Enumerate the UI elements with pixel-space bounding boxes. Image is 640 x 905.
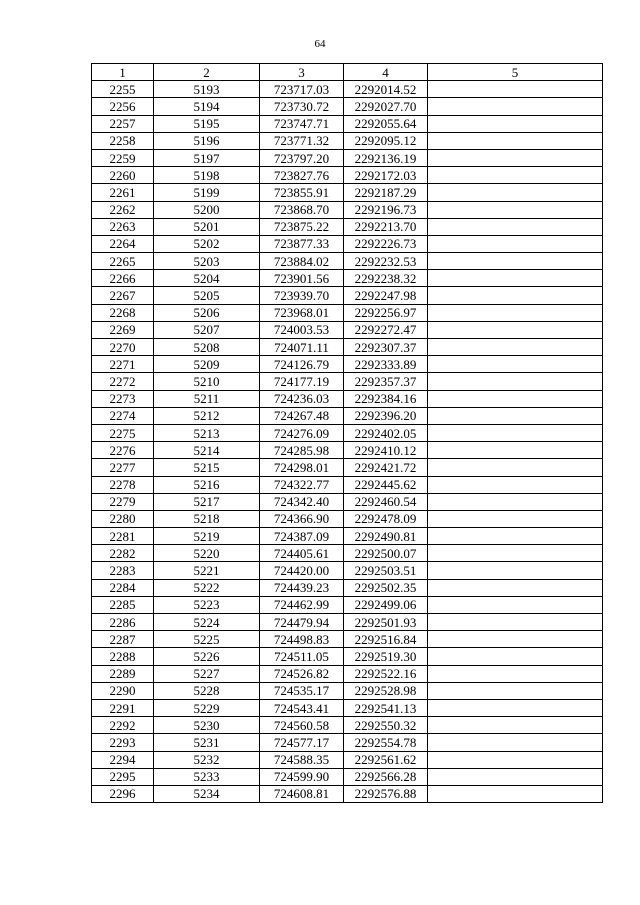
table-cell-col1: 2288 [92,648,154,665]
table-row [92,717,603,734]
table-cell-col2: 5205 [154,287,260,304]
table-cell-col4: 2292445.62 [344,476,428,493]
table-cell-col3: 723827.76 [260,167,344,184]
table-cell-col2: 5214 [154,442,260,459]
table-cell-col3: 723771.32 [260,132,344,149]
table-cell-col1: 2294 [92,751,154,768]
table-cell-col3: 724236.03 [260,390,344,407]
table-row [92,98,603,115]
table-row [92,167,603,184]
table-cell-col3: 723717.03 [260,81,344,98]
table-cell-col5 [428,528,603,545]
table-cell-col2: 5197 [154,149,260,166]
page-number: 64 [314,38,326,50]
table-row [92,476,603,493]
table-row [92,682,603,699]
table-cell-col4: 2292576.88 [344,785,428,802]
table-cell-col4: 2292014.52 [344,81,428,98]
table-cell-col3: 724479.94 [260,614,344,631]
table-cell-col1: 2273 [92,390,154,407]
table-cell-col5 [428,459,603,476]
table-cell-col3: 723884.02 [260,253,344,270]
table-cell-col1: 2281 [92,528,154,545]
table-cell-col5 [428,648,603,665]
table-cell-col4: 2292055.64 [344,115,428,132]
table-cell-col5 [428,235,603,252]
table-cell-col4: 2292272.47 [344,321,428,338]
table-cell-col1: 2255 [92,81,154,98]
table-cell-col2: 5196 [154,132,260,149]
table-row [92,218,603,235]
table-cell-col4: 2292307.37 [344,339,428,356]
table-cell-col3: 723877.33 [260,235,344,252]
table-cell-col1: 2280 [92,510,154,527]
table-row [92,321,603,338]
table-cell-col2: 5219 [154,528,260,545]
table-cell-col1: 2260 [92,167,154,184]
table-cell-col3: 723855.91 [260,184,344,201]
table-cell-col3: 724462.99 [260,596,344,613]
table-cell-col3: 724298.01 [260,459,344,476]
table-cell-col2: 5195 [154,115,260,132]
table-cell-col4: 2292410.12 [344,442,428,459]
table-cell-col2: 5210 [154,373,260,390]
table-row [92,596,603,613]
table-row [92,373,603,390]
table-cell-col4: 2292247.98 [344,287,428,304]
table-cell-col5 [428,665,603,682]
table-row [92,356,603,373]
table-cell-col4: 2292333.89 [344,356,428,373]
table-cell-col3: 724405.61 [260,545,344,562]
table-cell-col2: 5215 [154,459,260,476]
table-cell-col3: 723875.22 [260,218,344,235]
table-cell-col2: 5224 [154,614,260,631]
table-cell-col5 [428,562,603,579]
table-cell-col4: 2292213.70 [344,218,428,235]
table-cell-col2: 5228 [154,682,260,699]
table-cell-col2: 5212 [154,407,260,424]
table-cell-col1: 2270 [92,339,154,356]
table-cell-col5 [428,734,603,751]
column-header-5: 5 [428,64,603,81]
table-cell-col3: 724366.90 [260,510,344,527]
table-cell-col1: 2271 [92,356,154,373]
table-cell-col2: 5194 [154,98,260,115]
table-cell-col4: 2292027.70 [344,98,428,115]
table-cell-col3: 724511.05 [260,648,344,665]
table-cell-col1: 2263 [92,218,154,235]
table-header-row [92,64,603,81]
table-cell-col1: 2284 [92,579,154,596]
table-cell-col1: 2268 [92,304,154,321]
table-row [92,751,603,768]
table-cell-col2: 5221 [154,562,260,579]
coordinates-table [91,63,603,803]
table-cell-col1: 2283 [92,562,154,579]
table-row [92,184,603,201]
table-cell-col5 [428,184,603,201]
table-cell-col4: 2292519.30 [344,648,428,665]
table-row [92,287,603,304]
table-row [92,579,603,596]
table-cell-col1: 2256 [92,98,154,115]
table-cell-col4: 2292172.03 [344,167,428,184]
table-cell-col2: 5203 [154,253,260,270]
table-cell-col2: 5229 [154,699,260,716]
column-header-3: 3 [260,64,344,81]
table-cell-col4: 2292528.98 [344,682,428,699]
table-cell-col3: 724560.58 [260,717,344,734]
table-cell-col5 [428,579,603,596]
table-cell-col1: 2267 [92,287,154,304]
table-cell-col4: 2292402.05 [344,424,428,441]
table-cell-col2: 5207 [154,321,260,338]
table-cell-col3: 724577.17 [260,734,344,751]
table-cell-col4: 2292522.16 [344,665,428,682]
table-cell-col2: 5206 [154,304,260,321]
table-cell-col5 [428,253,603,270]
table-cell-col5 [428,218,603,235]
table-cell-col1: 2276 [92,442,154,459]
table-cell-col3: 724285.98 [260,442,344,459]
table-cell-col5 [428,442,603,459]
table-cell-col4: 2292232.53 [344,253,428,270]
table-cell-col4: 2292516.84 [344,631,428,648]
table-cell-col5 [428,339,603,356]
table-row [92,734,603,751]
table-cell-col3: 724322.77 [260,476,344,493]
table-cell-col5 [428,270,603,287]
table-cell-col1: 2269 [92,321,154,338]
table-cell-col4: 2292554.78 [344,734,428,751]
table-cell-col2: 5232 [154,751,260,768]
table-cell-col3: 724276.09 [260,424,344,441]
table-cell-col5 [428,476,603,493]
table-cell-col1: 2295 [92,768,154,785]
table-cell-col5 [428,81,603,98]
table-cell-col1: 2259 [92,149,154,166]
table-cell-col4: 2292238.32 [344,270,428,287]
table-cell-col5 [428,424,603,441]
table-cell-col1: 2293 [92,734,154,751]
table-cell-col3: 724588.35 [260,751,344,768]
table-cell-col3: 724543.41 [260,699,344,716]
table-cell-col2: 5213 [154,424,260,441]
table-cell-col4: 2292095.12 [344,132,428,149]
table-row [92,339,603,356]
table-cell-col5 [428,373,603,390]
table-cell-col3: 724071.11 [260,339,344,356]
table-row [92,149,603,166]
table-cell-col1: 2287 [92,631,154,648]
table-row [92,270,603,287]
table-cell-col2: 5234 [154,785,260,802]
table-cell-col5 [428,304,603,321]
table-cell-col3: 723968.01 [260,304,344,321]
table-cell-col3: 723747.71 [260,115,344,132]
table-cell-col5 [428,785,603,802]
table-cell-col4: 2292256.97 [344,304,428,321]
table-cell-col1: 2275 [92,424,154,441]
table-cell-col2: 5230 [154,717,260,734]
table-row [92,493,603,510]
table-cell-col3: 724267.48 [260,407,344,424]
table-row [92,253,603,270]
table-cell-col2: 5200 [154,201,260,218]
table-cell-col2: 5193 [154,81,260,98]
table-cell-col4: 2292502.35 [344,579,428,596]
table-row [92,132,603,149]
table-cell-col1: 2261 [92,184,154,201]
table-cell-col1: 2264 [92,235,154,252]
table-cell-col1: 2277 [92,459,154,476]
table-cell-col4: 2292187.29 [344,184,428,201]
table-cell-col1: 2262 [92,201,154,218]
table-cell-col5 [428,768,603,785]
table-cell-col5 [428,321,603,338]
table-row [92,614,603,631]
table-cell-col4: 2292460.54 [344,493,428,510]
table-cell-col4: 2292503.51 [344,562,428,579]
table-row [92,768,603,785]
table-cell-col2: 5222 [154,579,260,596]
table-cell-col3: 723730.72 [260,98,344,115]
table-cell-col1: 2272 [92,373,154,390]
table-cell-col5 [428,631,603,648]
table-cell-col4: 2292196.73 [344,201,428,218]
table-row [92,304,603,321]
table-cell-col5 [428,407,603,424]
table-cell-col5 [428,717,603,734]
table-row [92,528,603,545]
column-header-4: 4 [344,64,428,81]
table-row [92,648,603,665]
table-cell-col3: 724608.81 [260,785,344,802]
table-cell-col4: 2292396.20 [344,407,428,424]
table-row [92,81,603,98]
table-cell-col4: 2292384.16 [344,390,428,407]
table-cell-col2: 5198 [154,167,260,184]
table-cell-col2: 5225 [154,631,260,648]
table-cell-col4: 2292566.28 [344,768,428,785]
table-cell-col5 [428,614,603,631]
table-cell-col3: 724387.09 [260,528,344,545]
table-cell-col2: 5201 [154,218,260,235]
table-cell-col3: 724526.82 [260,665,344,682]
table-cell-col3: 724420.00 [260,562,344,579]
table-cell-col1: 2274 [92,407,154,424]
column-header-1: 1 [92,64,154,81]
table-cell-col3: 724599.90 [260,768,344,785]
table-cell-col4: 2292136.19 [344,149,428,166]
column-header-2: 2 [154,64,260,81]
table-cell-col4: 2292499.06 [344,596,428,613]
table-cell-col5 [428,682,603,699]
table-cell-col4: 2292541.13 [344,699,428,716]
table-cell-col3: 724535.17 [260,682,344,699]
table-row [92,235,603,252]
table-cell-col4: 2292421.72 [344,459,428,476]
table-cell-col2: 5209 [154,356,260,373]
table-row [92,424,603,441]
table-cell-col1: 2286 [92,614,154,631]
table-cell-col3: 723901.56 [260,270,344,287]
table-cell-col4: 2292550.32 [344,717,428,734]
table-row [92,510,603,527]
table-cell-col5 [428,390,603,407]
table-cell-col2: 5204 [154,270,260,287]
table-cell-col3: 723868.70 [260,201,344,218]
table-cell-col5 [428,356,603,373]
table-cell-col1: 2278 [92,476,154,493]
table-row [92,699,603,716]
table-cell-col1: 2292 [92,717,154,734]
table-cell-col5 [428,287,603,304]
table-cell-col1: 2257 [92,115,154,132]
table-cell-col4: 2292561.62 [344,751,428,768]
table-cell-col2: 5202 [154,235,260,252]
table-cell-col4: 2292357.37 [344,373,428,390]
table-cell-col5 [428,510,603,527]
table-cell-col5 [428,98,603,115]
table-cell-col5 [428,699,603,716]
table-cell-col1: 2290 [92,682,154,699]
table-cell-col2: 5218 [154,510,260,527]
table-cell-col1: 2258 [92,132,154,149]
table-row [92,545,603,562]
table-cell-col4: 2292501.93 [344,614,428,631]
table-row [92,785,603,802]
table-cell-col2: 5226 [154,648,260,665]
table-cell-col3: 724177.19 [260,373,344,390]
table-cell-col2: 5199 [154,184,260,201]
table-cell-col3: 723939.70 [260,287,344,304]
table-cell-col3: 724126.79 [260,356,344,373]
table-cell-col5 [428,493,603,510]
table-row [92,115,603,132]
table-row [92,442,603,459]
table-cell-col2: 5233 [154,768,260,785]
table-cell-col5 [428,751,603,768]
table-cell-col5 [428,132,603,149]
table-cell-col5 [428,201,603,218]
table-cell-col3: 724439.23 [260,579,344,596]
table-row [92,631,603,648]
table-cell-col3: 723797.20 [260,149,344,166]
table-cell-col3: 724342.40 [260,493,344,510]
table-row [92,390,603,407]
table-cell-col3: 724498.83 [260,631,344,648]
table-row [92,407,603,424]
table-cell-col4: 2292226.73 [344,235,428,252]
table-cell-col1: 2265 [92,253,154,270]
table-cell-col2: 5220 [154,545,260,562]
table-cell-col2: 5223 [154,596,260,613]
table-cell-col2: 5227 [154,665,260,682]
table-cell-col5 [428,149,603,166]
table-cell-col4: 2292490.81 [344,528,428,545]
table-cell-col1: 2291 [92,699,154,716]
table-cell-col2: 5231 [154,734,260,751]
table-cell-col1: 2266 [92,270,154,287]
table-cell-col4: 2292478.09 [344,510,428,527]
table-row [92,459,603,476]
table-body [92,81,603,803]
table-cell-col2: 5211 [154,390,260,407]
table-row [92,201,603,218]
table-cell-col1: 2296 [92,785,154,802]
table-cell-col4: 2292500.07 [344,545,428,562]
table-cell-col3: 724003.53 [260,321,344,338]
table-cell-col5 [428,115,603,132]
table-cell-col5 [428,167,603,184]
table-cell-col5 [428,545,603,562]
table-cell-col2: 5217 [154,493,260,510]
table-cell-col1: 2279 [92,493,154,510]
table-cell-col1: 2285 [92,596,154,613]
table-cell-col1: 2282 [92,545,154,562]
table-cell-col2: 5216 [154,476,260,493]
table-cell-col5 [428,596,603,613]
table-row [92,665,603,682]
table-row [92,562,603,579]
table-cell-col1: 2289 [92,665,154,682]
table-cell-col2: 5208 [154,339,260,356]
